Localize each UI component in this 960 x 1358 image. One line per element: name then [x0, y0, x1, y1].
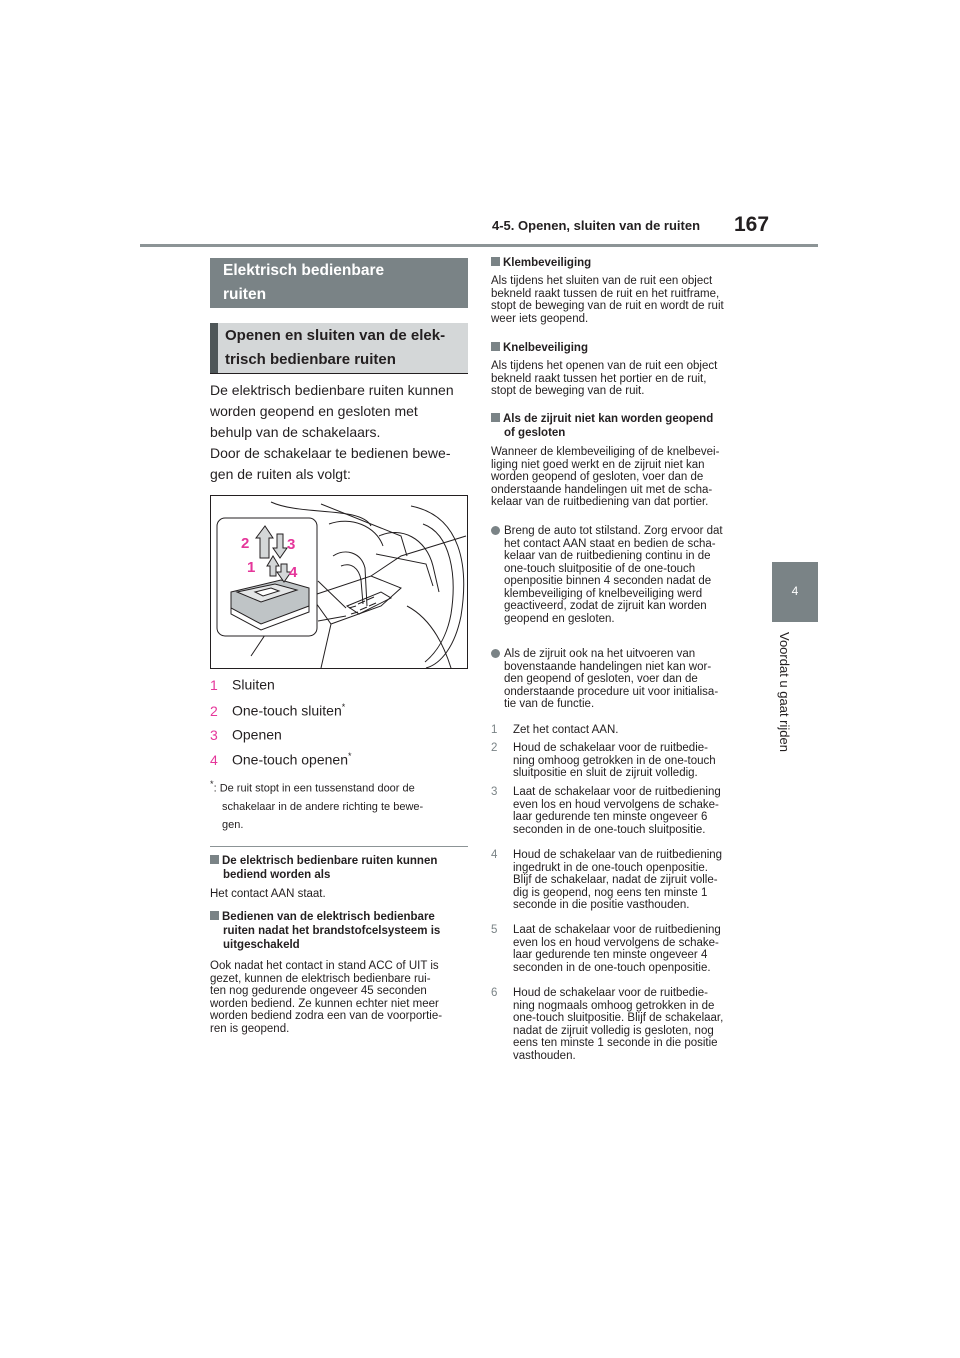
subsection-title-line: Openen en sluiten van de elek- [225, 327, 446, 344]
step-line: ning nogmaals omhoog getrokken in de [513, 999, 715, 1012]
subsection-title [210, 323, 468, 373]
square-bullet-icon [491, 342, 500, 351]
note-body-line: onderstaande handelingen uit met de scha- [491, 483, 713, 496]
bullet-line: geactiveerd, zodat de zijruit kan worden [504, 600, 707, 612]
bullet-line: den geopend of gesloten, voer dan de [504, 673, 698, 685]
window-switch-illustration [210, 495, 468, 669]
intro-line: De elektrisch bedienbare ruiten kunnen [210, 382, 454, 398]
step-line: seconden in de one-touch openpositie. [513, 961, 711, 974]
list-item [491, 724, 763, 737]
list-item [491, 525, 763, 625]
note-body [210, 888, 470, 901]
square-bullet-icon [491, 413, 500, 422]
note-heading-line: uitgeschakeld [223, 939, 300, 951]
bullet-line: geopend en gesloten. [504, 612, 615, 625]
square-bullet-icon [210, 911, 219, 920]
bullet-line: klembeveiliging of knelbeveiliging werd [504, 587, 703, 600]
footnote-line: gen. [222, 818, 244, 831]
note-heading [491, 412, 761, 440]
chapter-tab [772, 562, 818, 622]
step-line: nadat de zijruit volledig is gesloten, nog [513, 1024, 714, 1037]
step-line: one-touch sluitpositie. Blijf de schakelaar, [513, 1012, 724, 1024]
step-line: eens ten minste 1 seconde in die positie [513, 1037, 718, 1049]
note-heading-line: ruiten nadat het brandstofcelsysteem is [223, 925, 441, 937]
note-body-line: worden geopend of gesloten, voer dan de [491, 471, 704, 483]
note-heading-line: Knelbeveiliging [503, 342, 588, 354]
subsection-rule [210, 373, 468, 374]
list-item [491, 924, 763, 974]
figure-label-2: 2 [241, 535, 250, 552]
note-body-line: bekneld raakt tussen de ruit en het ruitframe, [491, 287, 720, 300]
item-label: One-touch sluiten [232, 702, 342, 719]
step-number: 5 [491, 924, 498, 936]
step-number: 4 [491, 849, 498, 861]
square-bullet-icon [210, 855, 219, 864]
step-line: Laat de schakelaar voor de ruitbediening [513, 924, 721, 936]
bullet-line: Als de zijruit ook na het uitvoeren van [504, 648, 696, 660]
subsection-title-line: trisch bedienbare ruiten [225, 351, 396, 368]
list-item [210, 726, 282, 743]
header-rule [140, 244, 818, 247]
note-heading [210, 910, 470, 952]
bullet-line: bovenstaande handelingen niet kan wor- [504, 660, 712, 673]
step-number: 1 [491, 724, 498, 736]
list-item [210, 676, 275, 693]
figure-label-3: 3 [287, 536, 296, 553]
bullet-line: het contact AAN staat en bedien de scha- [504, 537, 716, 550]
note-body-line: liging niet goed werkt en de zijruit niet kan [491, 458, 705, 471]
running-header: 4-5. Openen, sluiten van de ruiten [492, 218, 701, 233]
note-heading [210, 854, 470, 882]
list-item [491, 648, 763, 711]
bullet-line: kelaar van de ruitbediening continu in de [504, 550, 711, 562]
item-star: * [347, 751, 352, 761]
bullet-line: one-touch sluitpositie of de one-touch [504, 562, 696, 575]
step-number: 6 [491, 987, 498, 999]
intro-line: gen de ruiten als volgt: [210, 466, 351, 482]
item-label: Openen [232, 726, 282, 743]
note-body-line: stopt de beweging van de ruit. [491, 385, 645, 397]
section-title [210, 258, 468, 308]
step-number: 3 [491, 786, 498, 798]
chapter-label-text: Voordat u gaat rijden [777, 632, 792, 752]
step-line: dig is geopend, nog eens ten minste 1 [513, 886, 708, 899]
list-item [210, 702, 345, 719]
item-star: * [341, 702, 346, 712]
note-body-line: stopt de beweging van de ruit en wordt de ruit [491, 300, 724, 312]
figure-label-4: 4 [289, 564, 298, 581]
item-number: 2 [210, 702, 218, 719]
note-heading-line: Bedienen van de elektrisch bedienbare [222, 911, 435, 923]
note-body [210, 960, 472, 1035]
step-line: Houd de schakelaar voor de ruitbedie- [513, 742, 708, 754]
footnote [210, 775, 468, 834]
step-line: ingedrukt in de one-touch openpositie. [513, 861, 709, 874]
footnote-mark: * [210, 779, 214, 789]
list-item [491, 987, 763, 1062]
bullet-line: tie van de functie. [504, 698, 595, 710]
page-number: 167 [734, 213, 770, 236]
section-title-line: Elektrisch bedienbare [223, 262, 385, 279]
step-line: Blijf de schakelaar, nadat de zijruit volle- [513, 874, 718, 886]
square-bullet-icon [491, 257, 500, 266]
note-body-line: worden bediend zodra een van de voorportie- [210, 1010, 443, 1022]
step-line: seconden in de one-touch sluitpositie. [513, 823, 706, 836]
item-number: 4 [210, 751, 218, 768]
bullet-line: openpositie binnen 4 seconden nadat de [504, 575, 712, 587]
note-body-line: Als tijdens het sluiten van de ruit een object [491, 275, 713, 287]
note-body-line: Als tijdens het openen van de ruit een object [491, 360, 718, 372]
step-line: laar gedurende ten minste ongeveer 4 [513, 949, 708, 961]
note-heading [491, 256, 761, 270]
figure-label-1: 1 [247, 559, 256, 576]
step-line: ning omhoog getrokken in de one-touch [513, 754, 716, 767]
step-line: seconde in die positie vasthouden. [513, 899, 690, 911]
note-body-line: ten nog gedurende ongeveer 45 seconden [210, 985, 427, 997]
note-body-line: Ook nadat het contact in stand ACC of UIT is [210, 960, 439, 972]
note-body-line: bekneld raakt tussen het portier en de ruit, [491, 372, 707, 385]
note-heading [491, 341, 761, 355]
list-item [491, 786, 763, 836]
note-body-line: gezet, kunnen de elektrisch bedienbare rui- [210, 972, 431, 985]
note-body [491, 446, 763, 509]
car-interior-drawing [211, 496, 467, 668]
step-number: 2 [491, 742, 498, 754]
chapter-label [777, 632, 817, 792]
intro-line: behulp van de schakelaars. [210, 424, 381, 440]
note-heading-line: of gesloten [504, 427, 566, 439]
note-body [491, 275, 761, 325]
intro-line: worden geopend en gesloten met [210, 403, 418, 419]
step-line: laar gedurende ten minste ongeveer 6 [513, 811, 708, 823]
step-line: even los en houd vervolgens de schake- [513, 798, 719, 811]
footnote-line: schakelaar in de andere richting te bewe- [222, 800, 424, 813]
step-line: Houd de schakelaar voor de ruitbedie- [513, 987, 708, 999]
step-line: vasthouden. [513, 1049, 576, 1062]
note-body [491, 360, 761, 398]
list-item [491, 742, 763, 780]
note-heading-line: Klembeveiliging [503, 257, 592, 269]
list-item [491, 849, 763, 912]
footnote-rule [210, 846, 468, 847]
note-body-line: Wanneer de klembeveiliging of de knelbevei- [491, 446, 720, 458]
step-line: even los en houd vervolgens de schake- [513, 936, 719, 949]
item-number: 1 [210, 676, 218, 693]
note-body-line: Het contact AAN staat. [210, 888, 326, 900]
item-number: 3 [210, 726, 218, 743]
note-body-line: worden bediend. Ze kunnen echter niet meer [210, 997, 439, 1010]
note-body-line: ren is geopend. [210, 1022, 290, 1035]
item-label: One-touch openen [232, 751, 348, 768]
bullet-line: onderstaande procedure uit voor initialisa- [504, 685, 719, 698]
intro-paragraph [210, 380, 468, 485]
step-line: Zet het contact AAN. [513, 724, 619, 736]
list-item [210, 751, 352, 768]
note-heading-line: Als de zijruit niet kan worden geopend [503, 413, 714, 425]
step-line: sluitpositie en sluit de zijruit volledig. [513, 767, 698, 779]
step-line: Houd de schakelaar van de ruitbediening [513, 849, 723, 861]
section-title-line: ruiten [223, 286, 267, 303]
note-body-line: kelaar van de ruitbediening van dat portier. [491, 496, 709, 508]
round-bullet-icon [491, 649, 500, 658]
note-heading-line: De elektrisch bedienbare ruiten kunnen [222, 855, 438, 867]
note-body-line: weer iets geopend. [491, 312, 589, 325]
footnote-line: : De ruit stopt in een tussenstand door de [213, 782, 415, 795]
step-line: Laat de schakelaar voor de ruitbediening [513, 786, 721, 798]
chapter-number: 4 [791, 584, 799, 598]
bullet-line: Breng de auto tot stilstand. Zorg ervoor dat [504, 525, 723, 537]
round-bullet-icon [491, 526, 500, 535]
item-label: Sluiten [232, 676, 275, 693]
note-heading-line: bediend worden als [223, 869, 331, 881]
intro-line: Door de schakelaar te bedienen bewe- [210, 445, 451, 461]
